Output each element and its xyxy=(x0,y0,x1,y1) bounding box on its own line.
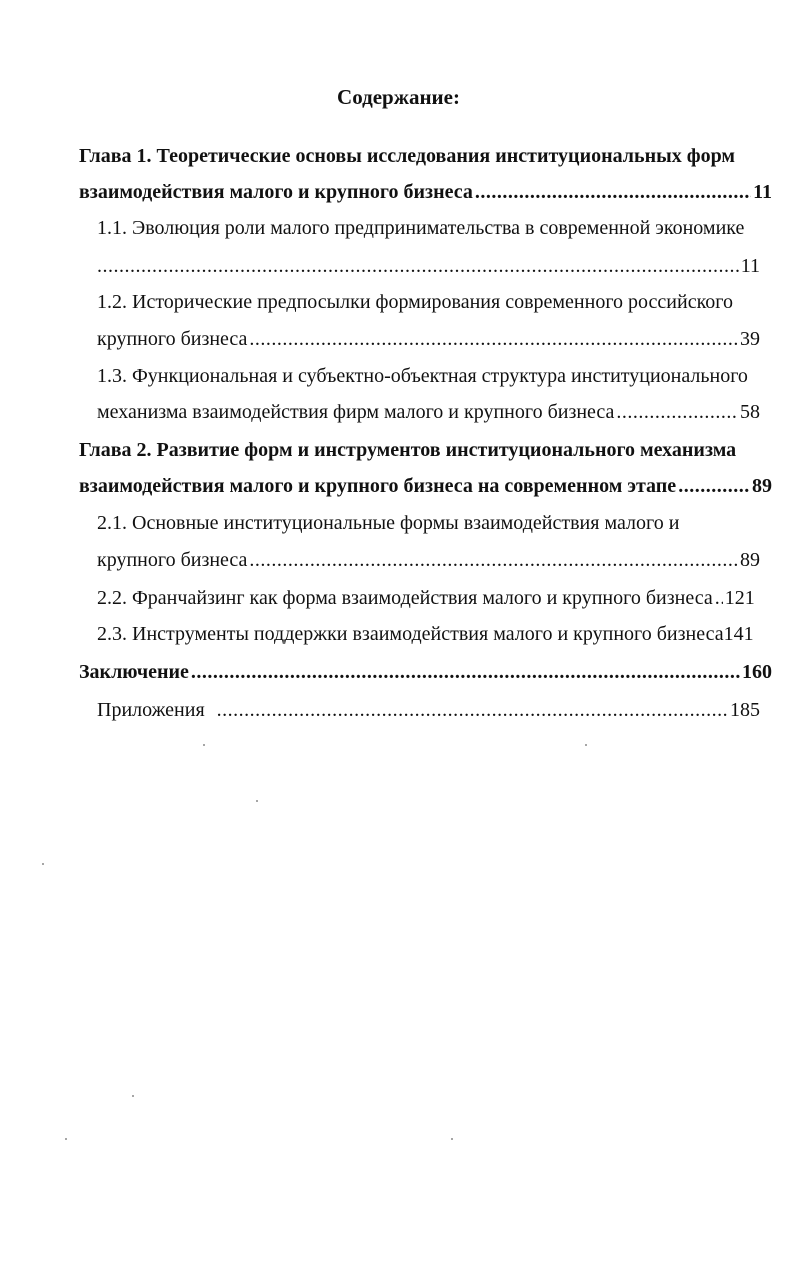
dot-leader xyxy=(616,398,738,426)
scan-speck xyxy=(256,800,258,802)
toc-section-1-3-title-cont: механизма взаимодействия фирм малого и крупного бизнеса xyxy=(97,401,615,423)
page-title: Содержание: xyxy=(337,85,460,109)
toc-conclusion-leader xyxy=(79,658,772,686)
scan-speck xyxy=(451,1138,453,1140)
toc-appendix-page: 185 xyxy=(730,699,760,721)
toc-section-1-2-title-cont: крупного бизнеса xyxy=(97,328,248,350)
toc-section-1-1-title: 1.1. Эволюция роли малого предпринимательства в современной экономике xyxy=(97,217,745,239)
toc-section-2-3-leader xyxy=(97,620,760,648)
toc-section-2-2-title: 2.2. Франчайзинг как форма взаимодействия малого и крупного бизнеса xyxy=(97,587,713,609)
toc-section-2-1-title-cont: крупного бизнеса xyxy=(97,549,248,571)
toc-section-1-1-page: 11 xyxy=(740,255,760,277)
toc-appendix-leader xyxy=(97,696,760,724)
toc-conclusion-page: 160 xyxy=(742,661,772,683)
toc-chapter-2-page: 89 xyxy=(752,475,772,497)
toc-section-2-2-leader xyxy=(97,584,760,612)
toc-chapter-1-title-cont: взаимодействия малого и крупного бизнеса xyxy=(79,181,473,203)
dot-leader xyxy=(191,658,740,686)
toc-appendix-title: Приложения xyxy=(97,699,205,721)
toc-section-2-3-page: 141 xyxy=(723,623,754,645)
toc-chapter-2-leader xyxy=(79,472,772,500)
toc-conclusion-title: Заключение xyxy=(79,661,189,683)
toc-chapter-1-title: Глава 1. Теоретические основы исследования институциональных форм xyxy=(79,145,736,167)
toc-section-1-2-title: 1.2. Исторические предпосылки формирования современного российского xyxy=(97,291,733,313)
scan-speck xyxy=(203,744,205,746)
toc-section-2-3-title: 2.3. Инструменты поддержки взаимодействия малого и крупного бизнеса xyxy=(97,623,724,645)
toc-section-2-2-page: 121 xyxy=(724,587,755,609)
scan-speck xyxy=(132,1095,134,1097)
toc-chapter-1-leader xyxy=(79,178,772,206)
dot-leader xyxy=(475,178,751,206)
dot-leader xyxy=(249,546,738,574)
dot-leader xyxy=(97,252,739,280)
toc-chapter-2-title: Глава 2. Развитие форм и инструментов институционального механизма xyxy=(79,439,737,461)
scan-speck xyxy=(65,1138,67,1140)
scan-speck xyxy=(585,744,587,746)
toc-section-1-3-leader xyxy=(97,398,760,426)
toc-section-2-1-leader xyxy=(97,546,760,574)
toc-section-1-3-title: 1.3. Функциональная и субъектно-объектная структура институционального xyxy=(97,365,748,387)
dot-leader xyxy=(715,584,723,612)
toc-section-2-1-title: 2.1. Основные институциональные формы взаимодействия малого и xyxy=(97,512,680,534)
toc-chapter-2-title-cont: взаимодействия малого и крупного бизнеса на современном этапе xyxy=(79,475,677,497)
toc-section-1-3-page: 58 xyxy=(740,401,760,423)
dot-leader xyxy=(678,472,750,500)
scan-speck xyxy=(42,863,44,865)
dot-leader xyxy=(217,696,728,724)
toc-section-1-1-leader xyxy=(97,252,760,280)
toc-chapter-1-page: 11 xyxy=(753,181,772,203)
dot-leader xyxy=(249,325,738,353)
toc-section-1-2-page: 39 xyxy=(740,328,760,350)
toc-section-2-1-page: 89 xyxy=(740,549,760,571)
toc-section-1-2-leader xyxy=(97,325,760,353)
